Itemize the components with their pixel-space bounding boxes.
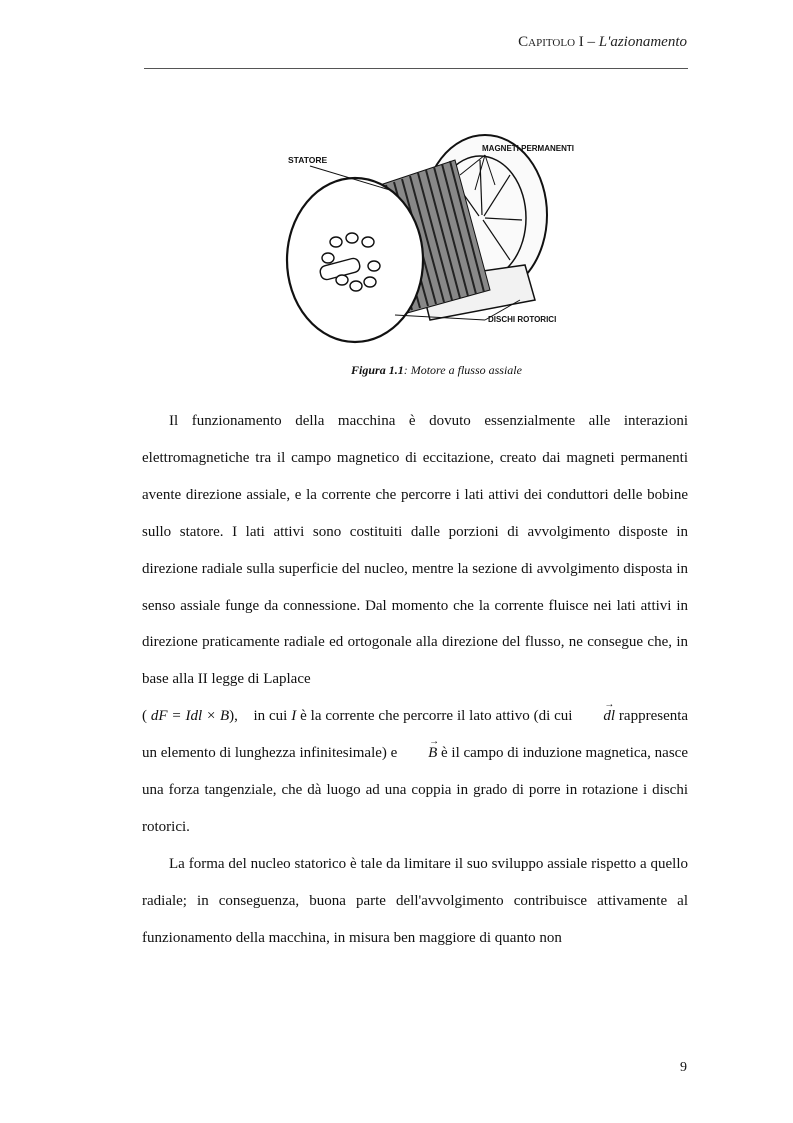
caption-text: : Motore a flusso assiale	[403, 363, 522, 377]
var-dl: → dl	[576, 698, 615, 735]
figure-caption	[0, 363, 793, 378]
formula-close: ),	[229, 708, 238, 725]
caption-label: Figura 1.1	[351, 363, 404, 377]
p1-sentence-5: è il campo di induzione magnetica, nasce una forza tangenziale, che dà luogo ad una coppia in grado di porre in rotazione i dischi rotorici.	[142, 745, 688, 835]
paragraph-1	[142, 403, 688, 846]
var-field: → B	[401, 735, 437, 772]
header-title: L'azionamento	[598, 34, 687, 50]
axial-flux-motor-figure	[270, 130, 600, 350]
body-text	[142, 403, 688, 957]
paragraph-2: La forma del nucleo statorico è tale da limitare il suo sviluppo assiale rispetto a quello radiale; in conseguenza, buona parte dell'avvolgimento contribuisce attivamente al funzionamento della macchina, in misura ben maggiore di quanto non	[142, 855, 688, 946]
header-separator: –	[583, 34, 599, 50]
header-rule	[144, 68, 688, 69]
formula-open: (	[142, 708, 147, 725]
p1-sentence-4: rappresenta un elemento di lunghezza infinitesimale) e	[142, 708, 689, 762]
p1-sentence-1: Il funzionamento della macchina è dovuto essenzialmente alle interazioni elettromagnetiche tra il campo magnetico di eccitazione, creato dai magneti permanenti avente direzione assiale, e la corrente che percorre i lati attivi dei conduttori delle bobine sullo statore. I lati attivi sono costituiti dalle porzioni di avvolgimento disposte in direzione radiale sulla superficie del nucleo, mentre la sezione di avvolgimento disposta in senso assiale funge da connessione. Dal momento che la corrente fluisce nei lati attivi in direzione praticamente radiale ed ortogonale alla direzione del flusso, ne consegue che, in base alla II legge di Laplace	[142, 413, 688, 688]
p1-sentence-2: in cui	[253, 708, 288, 725]
label-statore: STATORE	[288, 155, 328, 165]
page-number: 9	[680, 1060, 687, 1075]
laplace-formula: dF = Idl × B	[150, 708, 230, 725]
label-dischi-rotorici: DISCHI ROTORICI	[488, 315, 557, 324]
header-chapter: Capitolo I	[518, 34, 584, 50]
running-header	[518, 34, 687, 51]
label-magneti-permanenti: MAGNETI PERMANENTI	[482, 144, 574, 153]
var-current: I	[291, 708, 297, 725]
p1-sentence-3: è la corrente che percorre il lato attivo (di cui	[300, 708, 573, 725]
